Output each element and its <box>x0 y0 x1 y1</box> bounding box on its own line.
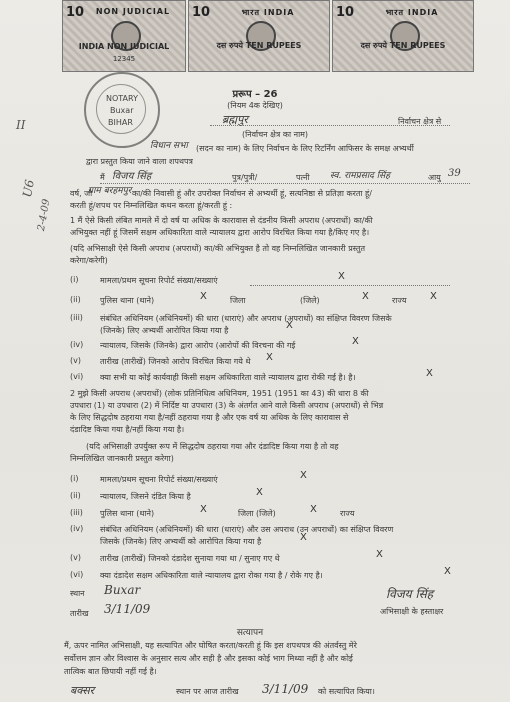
header-line: द्वारा प्रस्तुत किया जाने वाला शपथपत्र <box>86 157 193 166</box>
intro-text: वर्ष, जो <box>70 189 93 198</box>
list-item-text: पुलिस थाना (थाने) <box>100 509 155 518</box>
stamp-header: NON JUDICIAL <box>95 7 171 16</box>
list-item-text: राज्य <box>392 296 407 305</box>
list-item-number: (i) <box>70 275 79 284</box>
handwritten-place: बक्सर <box>70 684 95 697</box>
list-item-text: क्या सभी या कोई कार्यवाही किसी सक्षम अधिकारिता वाले न्यायालय द्वारा रोकी गई है। है। <box>100 373 356 382</box>
nil-cross: X <box>286 320 293 331</box>
margin-note: II <box>16 118 26 132</box>
handwritten-resident: ग्राम बरहमपुर <box>88 186 132 196</box>
list-item-number: (v) <box>70 553 81 562</box>
nil-cross: X <box>376 549 383 560</box>
list-item-text: (जिनके) लिए अभ्यर्थी आरोपित किया गया है <box>100 326 229 335</box>
verification-text: स्थान पर आज तारीख <box>176 687 239 696</box>
list-item-text: राज्य <box>340 509 355 518</box>
nil-cross: X <box>430 291 437 302</box>
seal-text: NOTARY <box>106 94 138 103</box>
stamp-serial: 12345 <box>112 55 136 63</box>
handwritten-signature: विजय सिंह <box>386 587 434 601</box>
handwritten-name: विजय सिंह <box>112 171 152 182</box>
intro-text: मैं <box>100 173 105 182</box>
verification-text: तात्विक बात छिपायी नहीं गई है। <box>64 667 157 676</box>
list-item-number: (iii) <box>70 508 83 517</box>
stamp-value: 10 <box>336 5 355 20</box>
list-item-text: पुलिस थाना (थाने) <box>100 296 155 305</box>
intro-text: पत्नी <box>296 173 310 182</box>
list-item-text: जिसके (जिनके) लिए अभ्यर्थी को आरोपित किया गया है <box>100 537 262 546</box>
para-text: के लिए सिद्धदोष ठहराया गया है/नहीं ठहराया गया है और एक वर्ष या अधिक के लिए कारावास से <box>70 413 349 422</box>
handwritten-date: 3/11/09 <box>104 602 151 616</box>
handwritten-father: स्व. रामप्रसाद सिंह <box>330 171 390 181</box>
list-item-text: न्यायालय, जिसने दंडित किया है <box>100 492 191 501</box>
para-text: (यदि अभिसाक्षी ऐसे किसी अपराध (अपराधों) का/की अभियुक्त है तो वह निम्नलिखित जानकारी प्रस्तुत <box>70 244 366 253</box>
list-item-number: (vi) <box>70 570 84 579</box>
verification-title: सत्यापन <box>236 628 264 638</box>
margin-note: 2-4-09 <box>36 198 53 232</box>
list-item-text: मामला/प्रथम सूचना रिपोर्ट संख्या/सख्याएं <box>100 276 218 285</box>
list-item-number: (i) <box>70 474 79 483</box>
handwritten-age: 39 <box>448 168 461 179</box>
nil-cross: X <box>426 368 433 379</box>
para-text: निम्नलिखित जानकारी प्रस्तुत करेगा) <box>70 454 174 463</box>
form-rule: (नियम 4क देखिए) <box>227 101 283 110</box>
list-item-text: (जिले) <box>300 296 320 305</box>
verification-text: को सत्यापित किया। <box>318 687 375 696</box>
para-text: 1 मैं ऐसे किसी लंबित मामले में दो वर्ष या अधिक के कारावास से दंडनीय किसी अपराध (अपराधों) का/की <box>70 216 373 225</box>
list-item-text: क्या दंडादेश सक्षम अधिकारिता वाले न्यायालय द्वारा रोका गया है / रोके गए है। <box>100 571 323 580</box>
intro-text: का/की निवासी हूं और उपरोक्त निर्वाचन से अभ्यर्थी हूं, सत्यनिष्ठा से प्रतिज्ञा करता हूं/ <box>132 189 372 198</box>
intro-text: पुत्र/पुत्री/ <box>232 173 258 182</box>
stamp-value: 10 <box>192 5 211 20</box>
list-item-text: तारीख (तारीखें) जिनको आरोप विरचित किया गये थे <box>100 357 251 366</box>
para-text: दंडादिष्ट किया गया है/नहीं किया गया है। <box>70 425 185 434</box>
stamp-subtitle: INDIA NON JUDICIAL <box>78 42 170 51</box>
list-item-number: (vi) <box>70 372 84 381</box>
form-number: प्ररूप – 26 <box>232 89 278 100</box>
list-item-text: जिला <box>230 296 246 305</box>
nil-cross: X <box>200 504 207 515</box>
date-label: तारीख <box>70 609 89 618</box>
header-line: (सदन का नाम) के लिए निर्वाचन के लिए रिटर्निंग आफिसर के समक्ष अभ्यर्थी <box>196 144 414 153</box>
stamp-header: भारत INDIA <box>241 8 295 17</box>
nil-cross: X <box>300 470 307 481</box>
stamp-value: 10 <box>66 5 85 20</box>
revenue-stamp <box>332 0 474 72</box>
verification-text: मैं, ऊपर नामित अभिसाक्षी, यह सत्यापित और घोषित करता/करती हूं कि इस शपथपत्र की अंतर्वस्तु मेरे <box>64 641 357 650</box>
stamp-subtitle: दस रुपये TEN RUPEES <box>360 41 446 50</box>
handwritten-house: विधान सभा <box>150 141 188 151</box>
nil-cross: X <box>362 291 369 302</box>
stamp-subtitle: दस रुपये TEN RUPEES <box>216 41 302 50</box>
intro-text: करती हूं/शपथ पर निम्नलिखित कथन करता हूं/करती हूं : <box>70 201 233 210</box>
nil-cross: X <box>300 532 307 543</box>
fill-line <box>250 284 450 286</box>
list-item-number: (ii) <box>70 295 81 304</box>
nil-cross: X <box>256 487 263 498</box>
para-text: अभियुक्त नहीं हूं जिसमें सक्षम अधिकारिता वाले न्यायालय द्वारा आरोप विरचित किया गया है/किए गए है। <box>70 228 370 237</box>
constituency-label: निर्वाचन क्षेत्र से <box>398 117 442 126</box>
nil-cross: X <box>266 352 273 363</box>
para-text: करेगा/करेगी) <box>70 256 108 265</box>
verification-text: सर्वोत्तम ज्ञान और विश्वास के अनुसार सत्य और सही है और इसका कोई भाग मिथ्या नहीं है और कोई <box>64 654 353 663</box>
list-item-number: (ii) <box>70 491 81 500</box>
seal-text: BIHAR <box>108 118 133 127</box>
nil-cross: X <box>200 291 207 302</box>
fill-line <box>100 182 470 184</box>
revenue-stamp <box>62 0 186 72</box>
intro-text: आयु <box>428 173 441 182</box>
seal-text: Buxar <box>110 106 134 115</box>
stamp-paper-strip <box>62 0 480 70</box>
constituency-name-label: (निर्वाचन क्षेत्र का नाम) <box>241 130 309 139</box>
handwritten-constituency: ब्रह्मपुर <box>222 113 248 126</box>
list-item-text: तारीख (तारीखें) जिनको दंडादेश सुनाया गया था / सुनाए गए थे <box>100 554 280 563</box>
handwritten-date: 3/11/09 <box>262 682 309 696</box>
handwritten-place: Buxar <box>104 583 141 597</box>
revenue-stamp <box>188 0 330 72</box>
list-item-text: जिला (जिले) <box>238 509 276 518</box>
para-text: उपधारा (1) या उपधारा (2) में निर्दिष्ट या उपधारा (3) के अंतर्गत आने वाले किसी अपराध (अपराधों) से भिन्न <box>70 401 384 410</box>
list-item-text: न्यायालय, जिसके (जिनके) द्वारा आरोप (आरोपों की विरचना की गई <box>100 341 296 350</box>
stamp-header: भारत INDIA <box>385 8 439 17</box>
list-item-text: संबंधित अधिनियम (अधिनियमों) की धारा (धाराएं) और उस अपराध (उन अपराधों) का संक्षिप्त विवरण <box>100 525 394 534</box>
nil-cross: X <box>444 566 451 577</box>
nil-cross: X <box>338 271 345 282</box>
nil-cross: X <box>310 504 317 515</box>
list-item-number: (v) <box>70 356 81 365</box>
list-item-text: मामला/प्रथम सूचना रिपोर्ट संख्या/सख्याएं <box>100 475 218 484</box>
list-item-number: (iv) <box>70 340 84 349</box>
list-item-text: संबंधित अधिनियम (अधिनियमों) की धारा (धाराएं) और अपराध (अपराधों) का संक्षिप्त विवरण जिसके <box>100 314 392 323</box>
list-item-number: (iii) <box>70 313 83 322</box>
para-text: (यदि अभिसाक्षी उपर्युक्त रूप में सिद्धदोष ठहराया गया और दंडादिष्ट किया गया है तो वह <box>86 442 339 451</box>
deponent-signature-label: अभिसाक्षी के हस्ताक्षर <box>380 607 444 616</box>
place-label: स्थान <box>70 589 85 598</box>
nil-cross: X <box>352 336 359 347</box>
margin-note: U6 <box>20 178 37 199</box>
para-text: 2 मुझे किसी अपराध (अपराधों) (लोक प्रतिनिधित्व अधिनियम, 1951 (1951 का 43) की धारा 8 की <box>70 389 369 398</box>
list-item-number: (iv) <box>70 524 84 533</box>
